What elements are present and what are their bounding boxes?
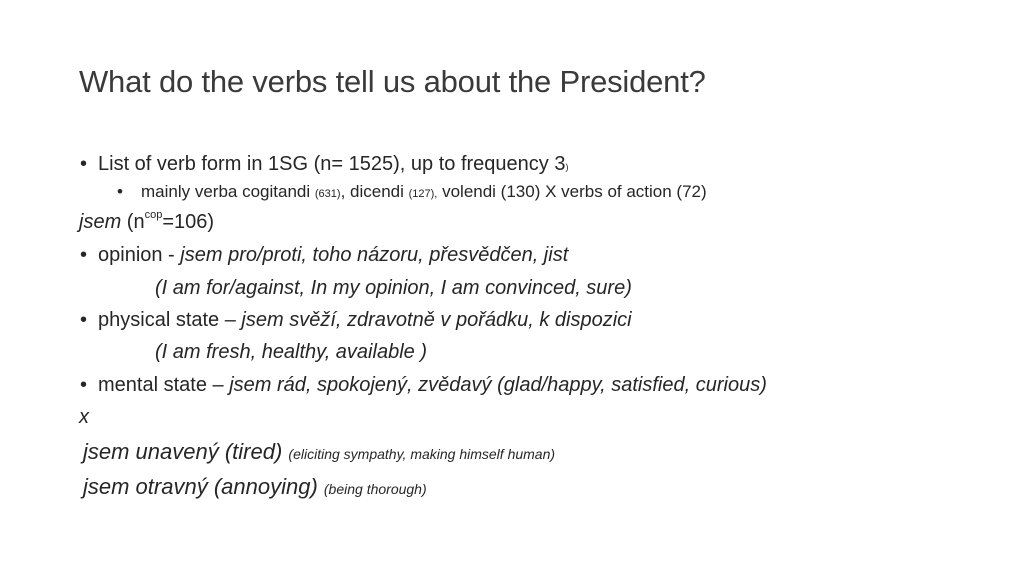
physical-state-label: physical state –: [98, 309, 242, 331]
annoying-line: [83, 474, 427, 500]
jsem-copula-line: [79, 211, 214, 234]
physical-state-translation: [155, 341, 427, 364]
bullet-verb-forms-tail: ): [565, 162, 569, 172]
volendi-text: volendi (130) X verbs of action (72): [437, 182, 707, 201]
bullet-physical-state: [98, 309, 632, 332]
dicendi-text: , dicendi: [340, 182, 409, 201]
dicendi-count: (127),: [408, 188, 438, 200]
tired-line: [83, 439, 555, 465]
mental-state-examples: jsem rád, spokojený, zvědavý (glad/happy, satisfied, curious): [229, 374, 767, 396]
jsem-word: jsem: [79, 211, 122, 233]
bullet-mental-state: [98, 374, 767, 397]
opinion-translation-text: (I am for/against, In my opinion, I am convinced, sure): [155, 277, 632, 299]
bullet-verb-forms-text: List of verb form in 1SG (n= 1525), up to frequency 3: [98, 153, 566, 175]
mental-state-label: mental state –: [98, 374, 230, 396]
jsem-sup: cop: [144, 209, 163, 221]
bullet-verb-forms: [98, 153, 568, 176]
jsem-open: (n: [121, 211, 145, 233]
tired-note: (eliciting sympathy, making himself human): [288, 446, 556, 462]
bullet-opinion: [98, 244, 568, 267]
opinion-translation: [155, 277, 632, 300]
annoying-main: jsem otravný (annoying): [83, 474, 324, 499]
contrast-x: [79, 406, 89, 429]
bullet-dot: •: [80, 309, 88, 331]
tired-main: jsem unavený (tired): [83, 439, 289, 464]
opinion-label: opinion -: [98, 244, 181, 266]
sub-bullet-dot: •: [117, 182, 123, 201]
sub-bullet-verb-types: [141, 182, 707, 202]
bullet-dot: •: [80, 244, 88, 266]
jsem-close: =106): [162, 211, 215, 233]
slide-title: What do the verbs tell us about the President?: [79, 64, 706, 99]
physical-state-translation-text: (I am fresh, healthy, available ): [155, 341, 427, 363]
bullet-dot: •: [80, 374, 88, 396]
physical-state-examples: jsem svěží, zdravotně v pořádku, k dispozici: [241, 309, 632, 331]
annoying-note: (being thorough): [323, 481, 427, 497]
opinion-examples: jsem pro/proti, toho názoru, přesvědčen, jist: [180, 244, 569, 266]
cogitandi-count: (631): [314, 188, 341, 200]
contrast-x-text: x: [79, 406, 89, 428]
bullet-dot: •: [80, 153, 88, 175]
verba-cogitandi-text: mainly verba cogitandi: [141, 182, 315, 201]
